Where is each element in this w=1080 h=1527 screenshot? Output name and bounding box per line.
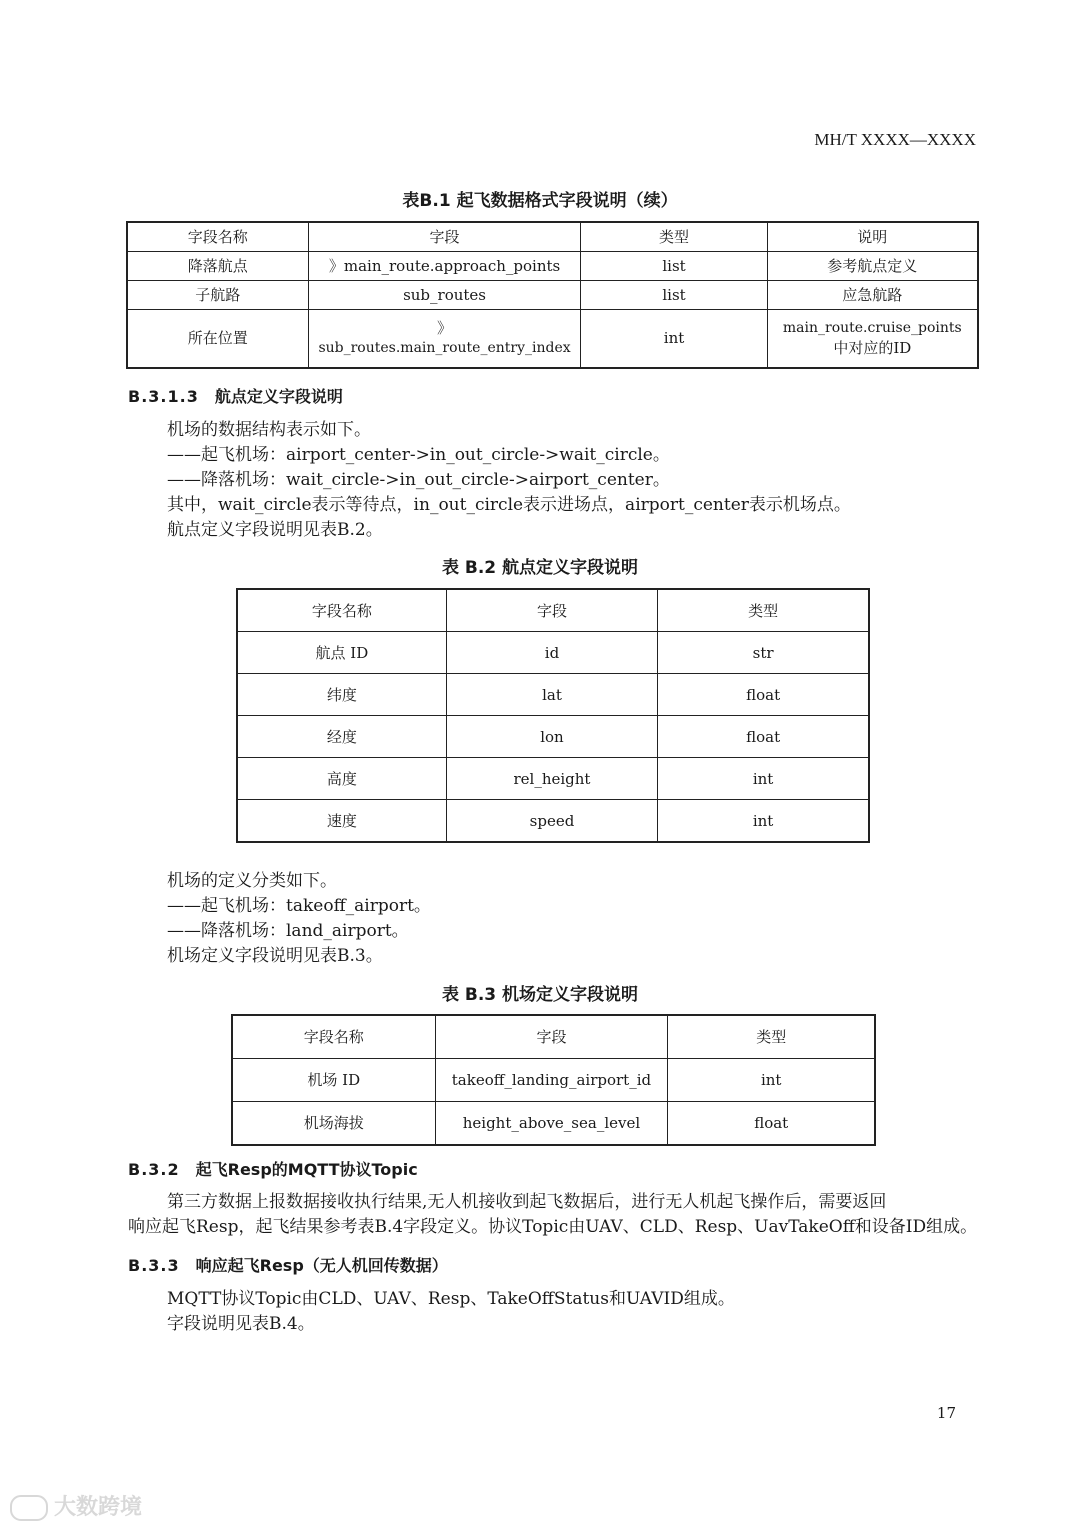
paragraph-line: 航点定义字段说明见表B.2。 <box>167 520 383 540</box>
table-row <box>232 1102 875 1146</box>
table-b2 <box>236 588 870 843</box>
section-number: B.3.3 <box>128 1256 180 1275</box>
section-title: 响应起飞Resp（无人机回传数据） <box>195 1256 448 1275</box>
table-b1 <box>126 221 979 369</box>
table-cell: 纬度 <box>237 674 446 716</box>
table-cell: 子航路 <box>127 281 308 310</box>
document-code: MH/T XXXX—XXXX <box>814 130 976 149</box>
cell-line: main_route.cruise_points <box>782 320 962 337</box>
header-cell: 说明 <box>767 222 978 252</box>
section-title: 起飞Resp的MQTT协议Topic <box>195 1160 418 1179</box>
header-cell: 类型 <box>581 222 767 252</box>
header-cell: 字段 <box>446 589 657 632</box>
section-title: 航点定义字段说明 <box>214 387 343 406</box>
table-cell: 所在位置 <box>127 310 308 368</box>
header-cell: 类型 <box>658 589 869 632</box>
watermark-logo-icon <box>10 1495 48 1521</box>
paragraph-line: 第三方数据上报数据接收执行结果,无人机接收到起飞数据后，进行无人机起飞操作后，需要返回 <box>167 1192 887 1212</box>
table-cell: int <box>658 800 869 843</box>
table-cell <box>767 310 978 368</box>
section-number: B.3.2 <box>128 1160 180 1179</box>
table-cell: int <box>658 758 869 800</box>
header-cell: 类型 <box>668 1015 875 1059</box>
table-cell: 高度 <box>237 758 446 800</box>
paragraph-line: MQTT协议Topic由CLD、UAV、Resp、TakeOffStatus和UAVID组成。 <box>167 1289 735 1309</box>
table-cell: 速度 <box>237 800 446 843</box>
table-cell: rel_height <box>446 758 657 800</box>
table-header-row <box>127 222 978 252</box>
table-cell: list <box>581 281 767 310</box>
page-number: 17 <box>936 1404 956 1422</box>
table-header-row <box>232 1015 875 1059</box>
airport-definition-body <box>167 869 431 969</box>
table-b3 <box>231 1014 876 1146</box>
section-heading-b32 <box>128 1157 418 1180</box>
table-row <box>232 1059 875 1102</box>
table-cell: 机场 ID <box>232 1059 435 1102</box>
table-cell: takeoff_landing_airport_id <box>435 1059 668 1102</box>
section-b33-body <box>167 1287 735 1337</box>
table-header-row <box>237 589 869 632</box>
header-cell: 字段 <box>308 222 581 252</box>
paragraph-line: ——降落机场：land_airport。 <box>167 921 409 941</box>
table-row <box>237 674 869 716</box>
table-cell: 经度 <box>237 716 446 758</box>
table-b1-caption: 表B.1 起飞数据格式字段说明（续） <box>402 191 678 211</box>
section-b32-body <box>128 1190 980 1240</box>
cell-line: 中对应的ID <box>833 339 912 358</box>
table-cell: speed <box>446 800 657 843</box>
section-b313-body <box>167 418 851 543</box>
table-row <box>237 716 869 758</box>
cell-line: sub_routes.main_route_entry_index <box>318 340 571 357</box>
table-cell: 航点 ID <box>237 632 446 674</box>
paragraph-line: 字段说明见表B.4。 <box>167 1314 315 1334</box>
table-cell: 》main_route.approach_points <box>308 252 581 281</box>
table-row <box>237 632 869 674</box>
header-cell: 字段 <box>435 1015 668 1059</box>
table-cell: float <box>668 1102 875 1146</box>
paragraph-line: 其中，wait_circle表示等待点，in_out_circle表示进场点，airport_center表示机场点。 <box>167 495 851 515</box>
table-row <box>127 252 978 281</box>
table-cell: float <box>658 716 869 758</box>
table-cell: sub_routes <box>308 281 581 310</box>
section-number: B.3.1.3 <box>128 387 199 406</box>
section-heading-b33 <box>128 1253 448 1276</box>
table-cell: lat <box>446 674 657 716</box>
paragraph-line: ——降落机场：wait_circle->in_out_circle->airport_center。 <box>167 470 670 490</box>
table-row <box>237 758 869 800</box>
table-cell: str <box>658 632 869 674</box>
table-cell: float <box>658 674 869 716</box>
table-cell: lon <box>446 716 657 758</box>
paragraph-line: 机场定义字段说明见表B.3。 <box>167 946 383 966</box>
paragraph-line: 机场的定义分类如下。 <box>167 871 337 891</box>
cell-line: 》 <box>437 319 453 338</box>
table-b3-caption: 表 B.3 机场定义字段说明 <box>441 985 639 1005</box>
table-cell: list <box>581 252 767 281</box>
table-cell: 参考航点定义 <box>767 252 978 281</box>
table-cell: int <box>668 1059 875 1102</box>
table-cell: 应急航路 <box>767 281 978 310</box>
paragraph-line: 机场的数据结构表示如下。 <box>167 420 371 440</box>
header-cell: 字段名称 <box>232 1015 435 1059</box>
table-cell: 降落航点 <box>127 252 308 281</box>
watermark-text: 大数跨境 <box>54 1495 143 1520</box>
section-heading-b313 <box>128 384 343 407</box>
table-cell <box>308 310 581 368</box>
paragraph-line: 响应起飞Resp，起飞结果参考表B.4字段定义。协议Topic由UAV、CLD、Resp、UavTakeOff和设备ID组成。 <box>128 1217 978 1237</box>
table-cell: int <box>581 310 767 368</box>
table-row <box>127 310 978 368</box>
header-cell: 字段名称 <box>237 589 446 632</box>
paragraph-line: ——起飞机场：takeoff_airport。 <box>167 896 431 916</box>
paragraph-line: ——起飞机场：airport_center->in_out_circle->wait_circle。 <box>167 445 670 465</box>
table-cell: id <box>446 632 657 674</box>
table-row <box>127 281 978 310</box>
table-row <box>237 800 869 843</box>
table-b2-caption: 表 B.2 航点定义字段说明 <box>441 558 639 578</box>
watermark <box>10 1490 142 1521</box>
header-cell: 字段名称 <box>127 222 308 252</box>
table-cell: height_above_sea_level <box>435 1102 668 1146</box>
table-cell: 机场海拔 <box>232 1102 435 1146</box>
